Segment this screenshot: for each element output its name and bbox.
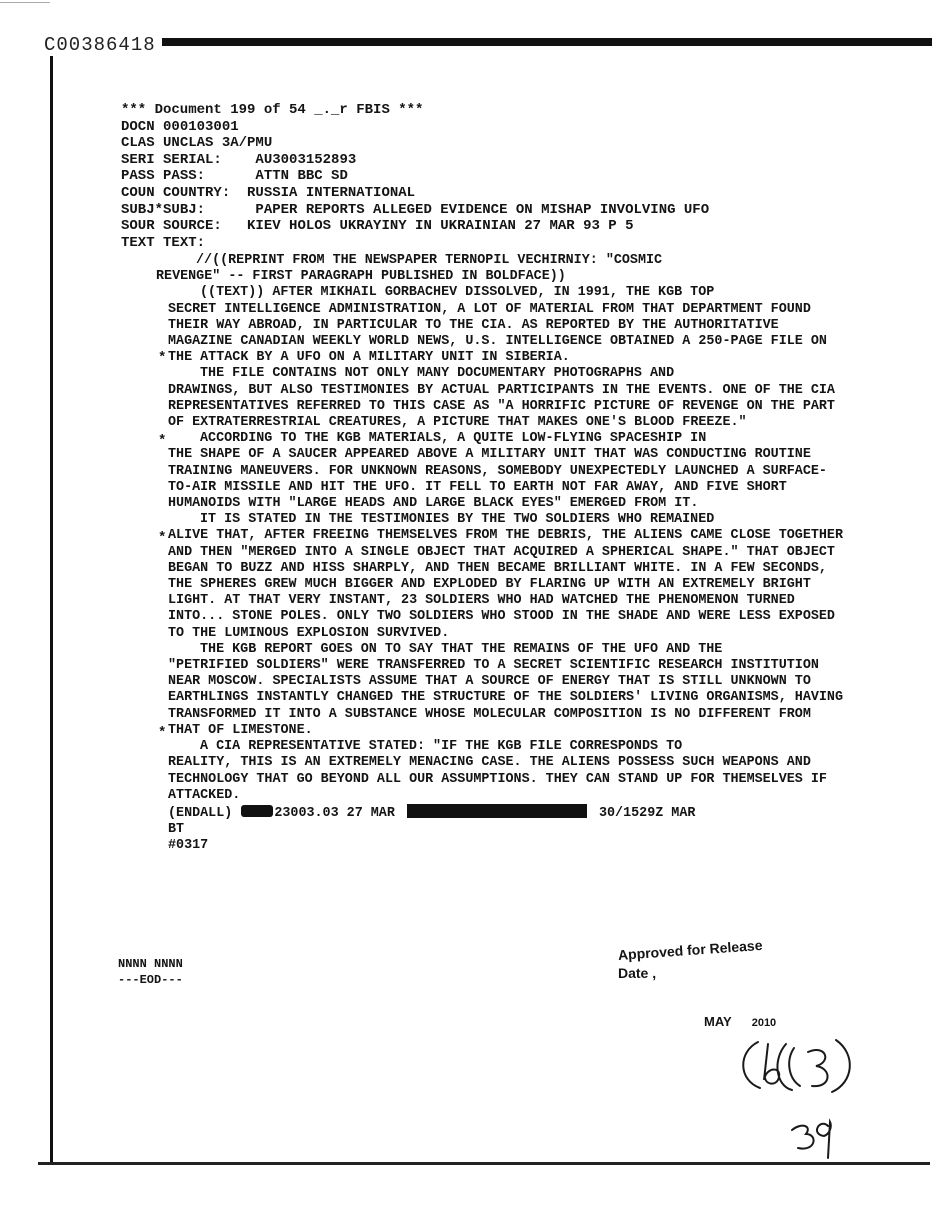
release-stamp-line: Approved for Release xyxy=(617,936,763,963)
message-trailer xyxy=(118,956,183,988)
paragraph-4: IT IS STATED IN THE TESTIMONIES BY THE TWO SOLDIERS WHO REMAINED ALIVE THAT, AFTER FREEING THEMSELVES FROM THE DEBRIS, THE ALIENS CAME CLOSE TOGETHER AND THEN "MERGED INTO A SINGLE OBJECT THAT ACQUIRED A SPHERICAL SHAPE." THAT OBJECT BEGAN TO BUZZ AND HISS SHARPLY, AND THEN BECAME BRILLIANT WHITE. IN A FEW SECONDS, THE SPHERES GREW MUCH BIGGER AND EXPLODED BY FLARING UP WITH AN EXTREMELY BRIGHT LIGHT. AT THAT VERY INSTANT, 23 SOLDIERS WHO HAD WATCHED THE PHENOMENON TURNED INTO... STONE POLES. ONLY TWO SOLDIERS WHO STOOD IN THE SHADE AND WERE LESS EXPOSED TO THE LUMINOUS EXPLOSION SURVIVED. xyxy=(168,512,843,641)
header-field-coun: COUN COUNTRY: RUSSIA INTERNATIONAL xyxy=(121,184,416,201)
paragraph-2: THE FILE CONTAINS NOT ONLY MANY DOCUMENTARY PHOTOGRAPHS AND DRAWINGS, BUT ALSO TESTIMONIES BY ACTUAL PARTICIPANTS IN THE EVENTS. ONE OF THE CIA REPRESENTATIVES REFERRED TO THIS CASE AS "A HORRIFIC PICTURE OF REVENGE ON THE PART OF EXTRATERRESTRIAL CREATURES, A PICTURE THAT MAKES ONE'S BLOOD FREEZE." xyxy=(168,366,835,431)
redaction-block xyxy=(407,804,587,818)
margin-asterisk: * xyxy=(158,433,167,449)
handwritten-exemption-mark xyxy=(728,1030,878,1160)
header-field-pass: PASS PASS: ATTN BBC SD xyxy=(121,168,348,185)
redaction-block xyxy=(241,805,273,817)
message-number: #0317 xyxy=(168,838,209,854)
margin-asterisk: * xyxy=(158,725,167,741)
eod-line: ---EOD--- xyxy=(118,973,183,987)
article-body xyxy=(156,253,848,855)
release-month: MAY xyxy=(704,1014,732,1029)
top-border-rule xyxy=(52,38,932,46)
release-date-value xyxy=(704,1014,776,1029)
header-field-clas: CLAS UNCLAS 3A/PMU xyxy=(121,135,273,152)
left-border-rule xyxy=(50,46,53,1164)
header-field-seri: SERI SERIAL: AU3003152893 xyxy=(121,151,357,168)
header-field-sour: SOUR SOURCE: KIEV HOLOS UKRAYINY IN UKRAINIAN 27 MAR 93 P 5 xyxy=(121,218,634,235)
nnnn-line: NNNN NNNN xyxy=(118,957,183,971)
header-document-line: *** Document 199 of 54 _._r FBIS *** xyxy=(121,102,424,118)
header-field-docn: DOCN 000103001 xyxy=(121,118,239,135)
paragraph-6: A CIA REPRESENTATIVE STATED: "IF THE KGB FILE CORRESPONDS TO REALITY, THIS IS AN EXTREMELY MENACING CASE. THE ALIENS POSSESS SUCH WEAPONS AND TECHNOLOGY THAT GO BEYOND ALL OUR ASSUMPTIONS. THEY CAN STAND UP FOR THEMSELVES IF ATTACKED. xyxy=(168,739,827,803)
bottom-border-rule xyxy=(38,1162,930,1165)
paragraph-5: THE KGB REPORT GOES ON TO SAY THAT THE REMAINS OF THE UFO AND THE "PETRIFIED SOLDIERS" WERE TRANSFERRED TO A SECRET SCIENTIFIC RESEARCH INSTITUTION NEAR MOSCOW. SPECIALISTS ASSUME THAT A SOURCE OF ENERGY THAT IS STILL UNKNOWN TO EARTHLINGS INSTANTLY CHANGED THE STRUCTURE OF THE SOLDIERS' LIVING ORGANISMS, HAVING TRANSFORMED IT INTO A SUBSTANCE WHOSE MOLECULAR COMPOSITION IS NO DIFFERENT FROM THAT OF LIMESTONE. xyxy=(168,641,843,738)
margin-asterisk: * xyxy=(158,350,167,366)
release-stamp xyxy=(617,936,763,982)
release-date-label: Date , xyxy=(618,965,657,981)
release-year: 2010 xyxy=(751,1017,777,1029)
endall-line: (ENDALL) 23003.03 27 MAR 30/1529Z MAR xyxy=(168,805,696,821)
paragraph-reprint-note: //((REPRINT FROM THE NEWSPAPER TERNOPIL VECHIRNIY: "COSMIC REVENGE" -- FIRST PARAGRAPH PUBLISHED IN BOLDFACE)) xyxy=(156,253,663,285)
header-field-text: TEXT TEXT: xyxy=(121,234,206,251)
scan-artifact-line xyxy=(0,2,50,3)
header-field-subj: SUBJ*SUBJ: PAPER REPORTS ALLEGED EVIDENCE ON MISHAP INVOLVING UFO xyxy=(121,201,710,218)
message-header xyxy=(121,102,709,251)
paragraph-1: ((TEXT)) AFTER MIKHAIL GORBACHEV DISSOLVED, IN 1991, THE KGB TOP SECRET INTELLIGENCE ADMINISTRATION, A LOT OF MATERIAL FROM THAT DEPARTMENT FOUND THEIR WAY ABROAD, IN PARTICULAR TO THE CIA. AS REPORTED BY THE AUTHORITATIVE MAGAZINE CANADIAN WEEKLY WORLD NEWS, U.S. INTELLIGENCE OBTAINED A 250-PAGE FILE ON THE ATTACK BY A UFO ON A MILITARY UNIT IN SIBERIA. xyxy=(168,285,827,366)
document-id: C00386418 xyxy=(44,34,162,56)
bt-line: BT xyxy=(168,822,185,838)
paragraph-3: ACCORDING TO THE KGB MATERIALS, A QUITE LOW-FLYING SPACESHIP IN THE SHAPE OF A SAUCER APPEARED ABOVE A MILITARY UNIT THAT WAS CONDUCTING ROUTINE TRAINING MANEUVERS. FOR UNKNOWN REASONS, SOMEBODY UNEXPECTEDLY LAUNCHED A SURFACE-TO-AIR MISSILE AND HIT THE UFO. IT FELL TO EARTH NOT FAR AWAY, AND FIVE SHORT HUMANOIDS WITH "LARGE HEADS AND LARGE BLACK EYES" EMERGED FROM IT. xyxy=(168,431,827,512)
margin-asterisk: * xyxy=(158,530,167,546)
